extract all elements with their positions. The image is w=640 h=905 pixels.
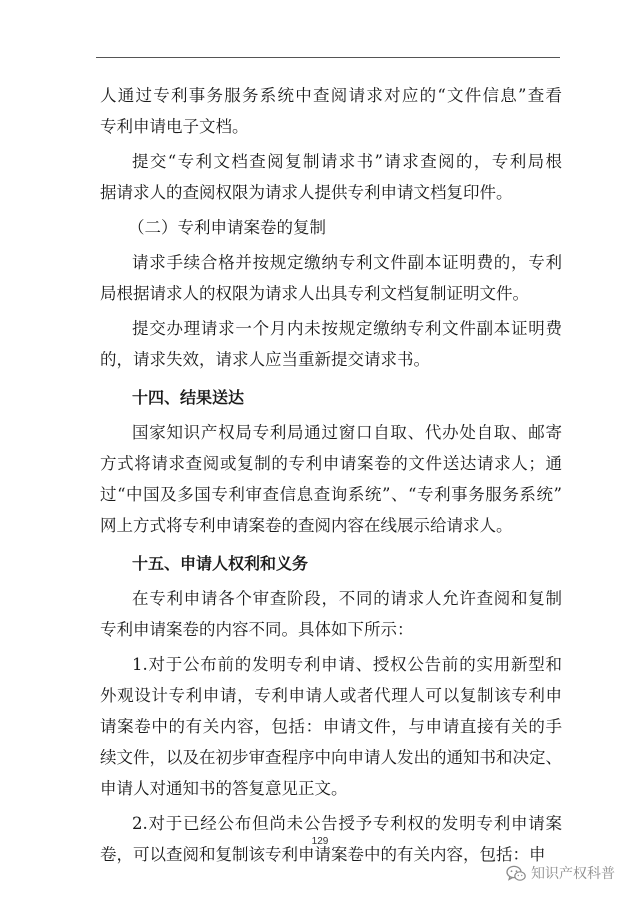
paragraph-line: 请案卷中的有关内容，包括：申请文件，与申请直接有关的手	[100, 717, 562, 736]
paragraph-line: 人通过专利事务服务系统中查阅请求对应的“文件信息”查看	[100, 86, 562, 105]
section-heading: 十四、结果送达	[132, 388, 245, 407]
paragraph-line: 国家知识产权局专利局通过窗口自取、代办处自取、邮寄	[132, 423, 562, 442]
paragraph-line: 2.对于已经公布但尚未公告授予专利权的发明专利申请案	[132, 814, 562, 833]
paragraph-line: 在专利申请各个审查阶段，不同的请求人允许查阅和复制	[132, 589, 562, 608]
section-heading: 十五、申请人权利和义务	[132, 554, 309, 573]
paragraph-line: 的，请求失效，请求人应当重新提交请求书。	[100, 350, 430, 369]
paragraph-line: 据请求人的查阅权限为请求人提供专利申请文档复印件。	[100, 183, 513, 202]
watermark	[506, 863, 615, 883]
paragraph-line: 过“中国及多国专利审查信息查询系统”、“专利事务服务系统”	[100, 485, 562, 504]
paragraph-line: 卷，可以查阅和复制该专利申请案卷中的有关内容，包括：申	[100, 845, 546, 864]
paragraph-line: 请求手续合格并按规定缴纳专利文件副本证明费的，专利	[132, 253, 562, 272]
paragraph-line: 提交办理请求一个月内未按规定缴纳专利文件副本证明费	[132, 319, 562, 338]
paragraph-line: 续文件，以及在初步审查程序中向申请人发出的通知书和决定、	[100, 748, 562, 767]
paragraph-line: 专利申请电子文档。	[100, 117, 249, 136]
paragraph-line: 提交“专利文档查阅复制请求书”请求查阅的，专利局根	[132, 152, 562, 171]
sub-heading: （二）专利申请案卷的复制	[128, 218, 326, 237]
paragraph-line: 网上方式将专利申请案卷的查阅内容在线展示给请求人。	[100, 516, 513, 535]
paragraph-line: 方式将请求查阅或复制的专利申请案卷的文件送达请求人；通	[100, 454, 562, 473]
paragraph-line: 申请人对通知书的答复意见正文。	[100, 779, 348, 798]
paragraph-line: 1.对于公布前的发明专利申请、授权公告前的实用新型和	[132, 655, 562, 674]
paragraph-line: 专利申请案卷的内容不同。具体如下所示：	[100, 620, 414, 639]
paragraph-line: 外观设计专利申请，专利申请人或者代理人可以复制该专利申	[100, 686, 562, 705]
watermark-text: 知识产权科普	[531, 866, 615, 882]
header-rule	[96, 57, 560, 58]
page-number: 129	[311, 836, 329, 847]
page-body	[100, 80, 562, 870]
paragraph-line: 局根据请求人的权限为请求人出具专利文档复制证明文件。	[100, 284, 529, 303]
wechat-icon	[506, 865, 526, 882]
